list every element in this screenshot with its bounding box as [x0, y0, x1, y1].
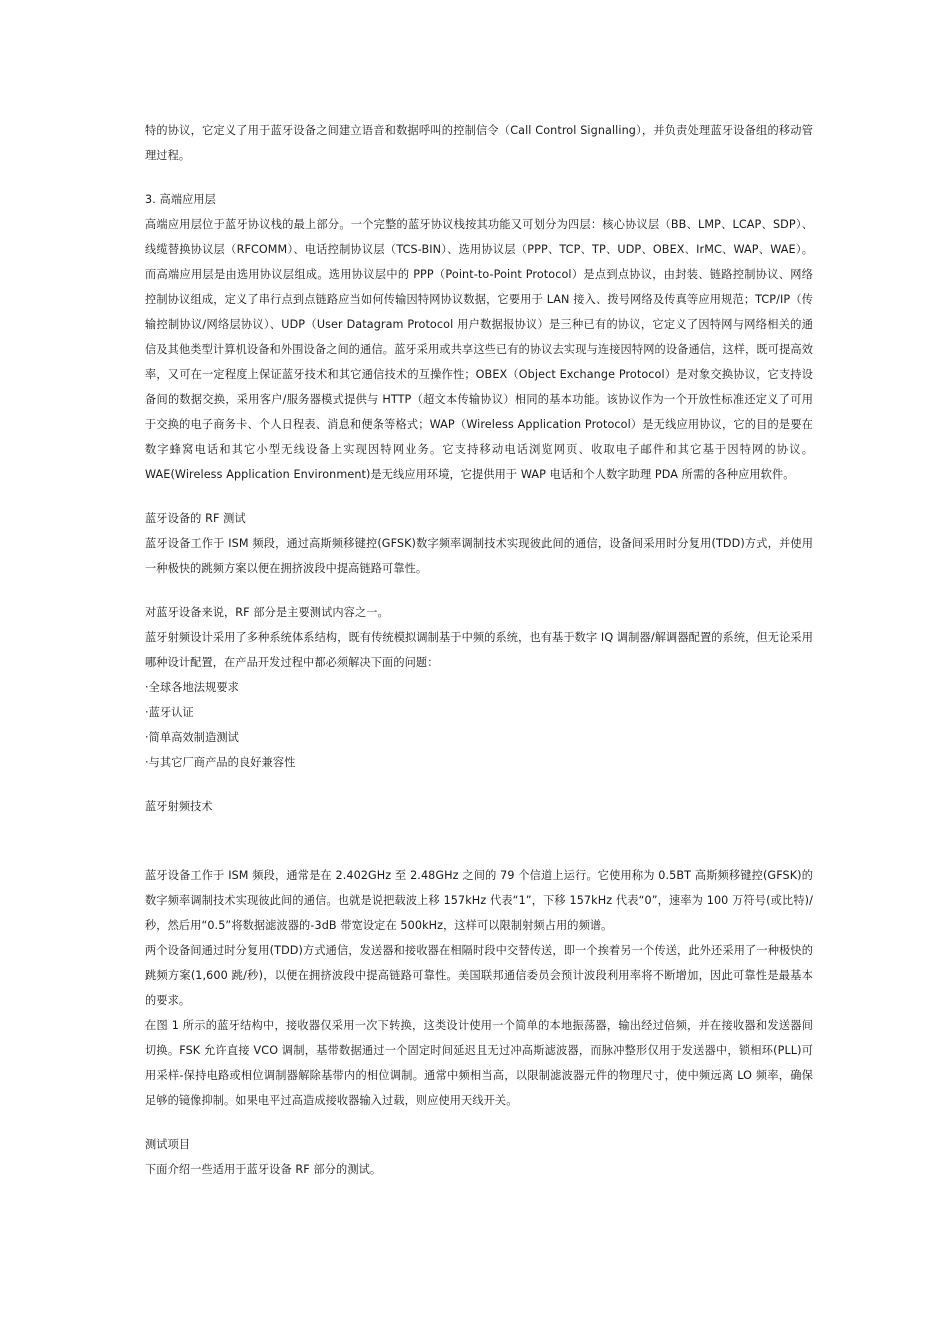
rf-part-lead: 对蓝牙设备来说，RF 部分是主要测试内容之一。 [145, 606, 389, 619]
rf-test-heading: 蓝牙设备的 RF 测试 [145, 512, 246, 525]
rf-test-body: 蓝牙设备工作于 ISM 频段，通过高斯频移键控(GFSK)数字频率调制技术实现彼此间的通信，设备间采用时分复用(TDD)方式，并使用一种极快的跳频方案以便在拥挤波段中提高链路可靠性。 [145, 537, 813, 575]
spacer [145, 581, 813, 600]
spacer [145, 168, 813, 187]
test-items-heading: 测试项目 [145, 1138, 191, 1151]
bullet-item: ·简单高效制造测试 [145, 731, 239, 744]
spacer [145, 1113, 813, 1132]
section-3-body: 高端应用层位于蓝牙协议栈的最上部分。一个完整的蓝牙协议栈按其功能又可划分为四层：核心协议层（BB、LMP、LCAP、SDP）、线缆替换协议层（RFCOMM）、电话控制协议层（TCS-BIN）、选用协议层（PPP、TCP、TP、UDP、OBEX、IrMC、WAP、WAE）。而高端应用层是由选用协议层组成。选用协议层中的 PPP（Point-to-Point Protocol）是点到点协议，由封装、链路控制协议、网络控制协议组成，定义了串行点到点链路应当如何传输因特网协议数据，它要用于 LAN 接入、拨号网络及传真等应用规范；TCP/IP（传输控制协议/网络层协议）、UDP（User Datagram Protocol 用户数据报协议）是三种已有的协议，它定义了因特网与网络相关的通信及其他类型计算机设备和外围设备之间的通信。蓝牙采用或共享这些已有的协议去实现与连接因特网的设备通信，这样，既可提高效率，又可在一定程度上保证蓝牙技术和其它通信技术的互操作性；OBEX（Object Exchange Protocol）是对象交换协议，它支持设备间的数据交换，采用客户/服务器模式提供与 HTTP（超文本传输协议）相同的基本功能。该协议作为一个开放性标准还定义了可用于交换的电子商务卡、个人日程表、消息和便条等格式；WAP（Wireless Application Protocol）是无线应用协议，它的目的是要在数字蜂窝电话和其它小型无线设备上实现因特网业务。它支持移动电话浏览网页、收取电子邮件和其它基于因特网的协议。WAE(Wireless Application Environment)是无线应用环境，它提供用于 WAP 电话和个人数字助理 PDA 所需的各种应用软件。 [145, 218, 813, 481]
spacer [145, 819, 813, 863]
intro-paragraph: 特的协议，它定义了用于蓝牙设备之间建立语音和数据呼叫的控制信令（Call Control Signalling），并负责处理蓝牙设备组的移动管理过程。 [145, 124, 813, 162]
rf-tech-paragraph-3: 在图 1 所示的蓝牙结构中，接收器仅采用一次下转换，这类设计使用一个简单的本地振荡器，输出经过倍频，并在接收器和发送器间切换。FSK 允许直接 VCO 调制，基带数据通过一个固定时间延迟且无过冲高斯滤波器，而脉冲整形仅用于发送器中，锁相环(PLL)可用采样-保持电路或相位调制器解除基带内的相位调制。通常中频相当高，以限制滤波器元件的物理尺寸，使中频远离 LO 频率，确保足够的镜像抑制。如果电平过高造成接收器输入过载，则应使用天线开关。 [145, 1019, 813, 1107]
section-3-heading: 3. 高端应用层 [145, 193, 216, 206]
bullet-item: ·与其它厂商产品的良好兼容性 [145, 756, 296, 769]
test-items-body: 下面介绍一些适用于蓝牙设备 RF 部分的测试。 [145, 1163, 382, 1176]
bullet-item: ·全球各地法规要求 [145, 681, 239, 694]
rf-tech-paragraph-1: 蓝牙设备工作于 ISM 频段，通常是在 2.402GHz 至 2.48GHz 之间的 79 个信道上运行。它使用称为 0.5BT 高斯频移键控(GFSK)的数字频率调制技术实现彼此间的通信。也就是说把载波上移 157kHz 代表“1”，下移 157kHz 代表“0”，速率为 100 万符号(或比特)/秒，然后用“0.5”将数据滤波器的-3dB 带宽设定在 500kHz，这样可以限制射频占用的频谱。 [145, 869, 813, 932]
bullet-item: ·蓝牙认证 [145, 706, 194, 719]
rf-tech-paragraph-2: 两个设备间通过时分复用(TDD)方式通信，发送器和接收器在相隔时段中交替传送，即一个挨着另一个传送，此外还采用了一种极快的跳频方案(1,600 跳/秒)，以便在拥挤波段中提高链路可靠性。美国联邦通信委员会预计波段利用率将不断增加，因此可靠性是最基本的要求。 [145, 944, 813, 1007]
spacer [145, 775, 813, 794]
spacer [145, 487, 813, 506]
rf-tech-heading: 蓝牙射频技术 [145, 800, 213, 813]
document-page [145, 118, 813, 1182]
rf-part-body: 蓝牙射频设计采用了多种系统体系结构，既有传统模拟调制基于中频的系统，也有基于数字 IQ 调制器/解调器配置的系统，但无论采用哪种设计配置，在产品开发过程中都必须解决下面的问题： [145, 631, 813, 669]
